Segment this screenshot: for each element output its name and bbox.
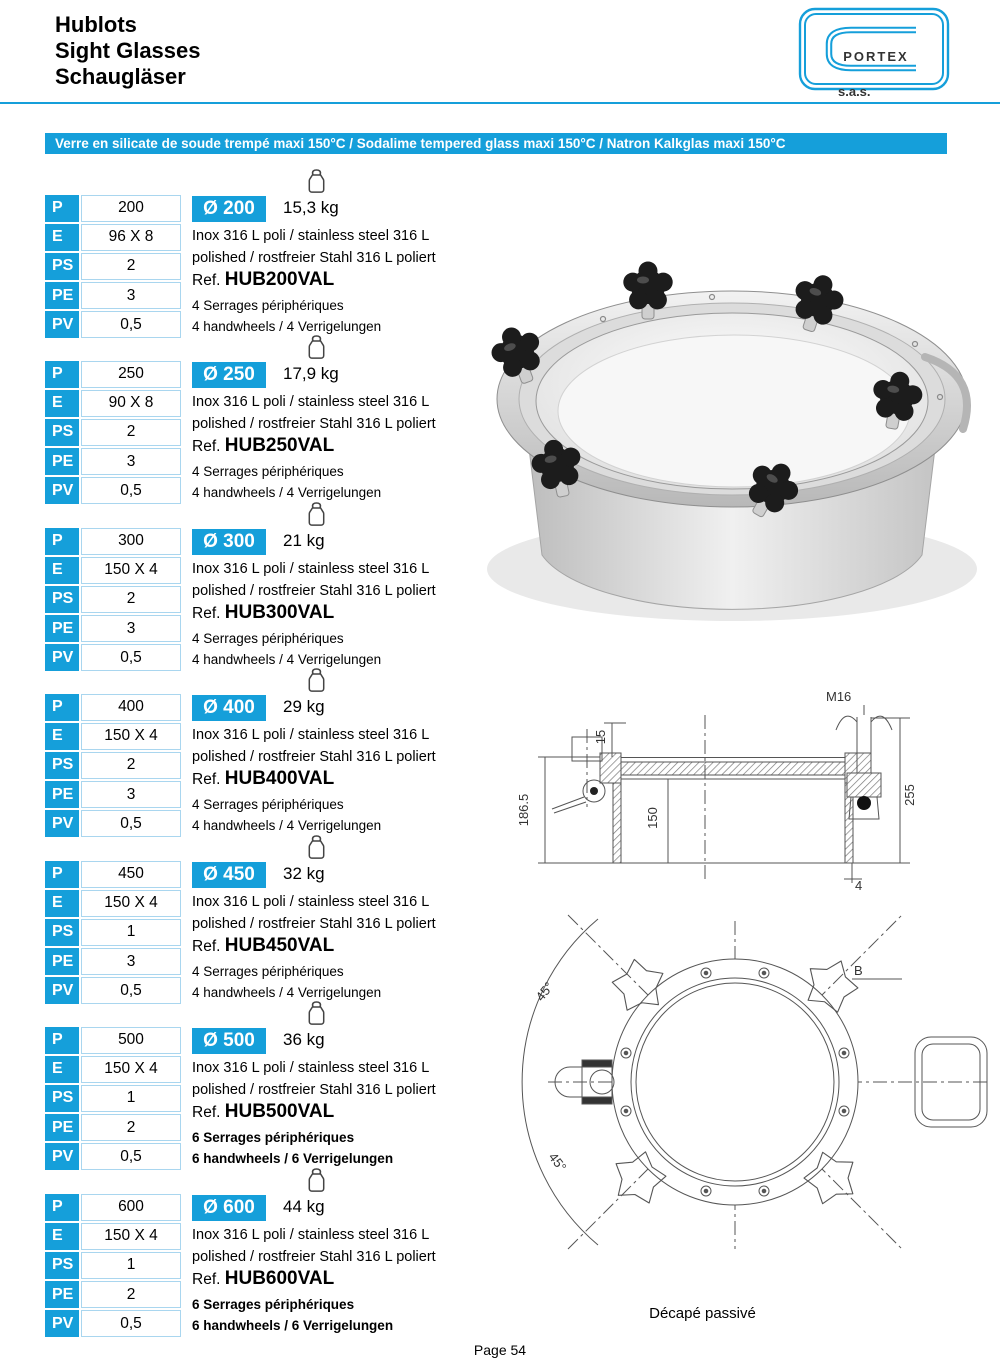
param-label: E — [45, 1056, 79, 1083]
ref-label: Ref. — [192, 1104, 221, 1121]
param-label: P — [45, 861, 79, 888]
reference-line — [192, 602, 334, 624]
param-label: E — [45, 557, 79, 584]
serrage-line-fr: 4 Serrages périphériques — [192, 464, 344, 479]
product-block-500 — [45, 1027, 479, 1193]
param-value: 1 — [81, 919, 181, 946]
param-value: 0,5 — [81, 977, 181, 1004]
param-value: 150 X 4 — [81, 1056, 181, 1083]
table-row — [45, 861, 181, 888]
serrage-line-fr: 6 Serrages périphériques — [192, 1297, 355, 1312]
table-row — [45, 810, 181, 837]
spec-table — [45, 1027, 181, 1170]
table-row — [45, 282, 181, 309]
param-value: 200 — [81, 195, 181, 222]
material-line-2: polished / rostfreier Stahl 316 L poliert — [192, 916, 436, 932]
param-value: 150 X 4 — [81, 890, 181, 917]
table-row — [45, 311, 181, 338]
param-value: 3 — [81, 948, 181, 975]
spec-table — [45, 1194, 181, 1337]
section-drawing — [500, 685, 990, 900]
param-value: 2 — [81, 586, 181, 613]
table-row — [45, 752, 181, 779]
param-label: E — [45, 224, 79, 251]
spec-table — [45, 195, 181, 338]
param-label: E — [45, 890, 79, 917]
table-row — [45, 586, 181, 613]
product-block-250 — [45, 361, 479, 527]
title-de: Schaugläser — [55, 64, 186, 89]
page-number: Page 54 — [473, 1342, 527, 1358]
param-label: P — [45, 195, 79, 222]
product-photo — [470, 237, 990, 647]
table-row — [45, 224, 181, 251]
table-row — [45, 1143, 181, 1170]
angle-lower: 45° — [545, 1149, 570, 1175]
param-label: PS — [45, 586, 79, 613]
table-row — [45, 419, 181, 446]
ref-code: HUB200VAL — [224, 269, 335, 290]
product-block-400 — [45, 694, 479, 860]
param-value: 1 — [81, 1252, 181, 1279]
table-row — [45, 1310, 181, 1337]
param-label: PS — [45, 752, 79, 779]
diameter-badge: Ø 300 — [192, 529, 266, 555]
product-block-450 — [45, 861, 479, 1027]
param-value: 0,5 — [81, 810, 181, 837]
table-row — [45, 477, 181, 504]
param-value: 150 X 4 — [81, 557, 181, 584]
product-block-300 — [45, 528, 479, 694]
dim-m16: M16 — [826, 689, 852, 704]
param-value: 3 — [81, 282, 181, 309]
table-row — [45, 448, 181, 475]
param-label: PV — [45, 644, 79, 671]
weight-icon — [305, 335, 328, 360]
ref-code: HUB400VAL — [224, 768, 335, 789]
weight-value: 36 kg — [283, 1030, 325, 1049]
param-value: 96 X 8 — [81, 224, 181, 251]
reference-line — [192, 435, 334, 457]
table-row — [45, 948, 181, 975]
param-value: 2 — [81, 419, 181, 446]
table-row — [45, 977, 181, 1004]
diameter-badge: Ø 400 — [192, 695, 266, 721]
page-title — [55, 12, 201, 90]
reference-line — [192, 269, 334, 291]
param-label: PS — [45, 253, 79, 280]
table-row — [45, 890, 181, 917]
ref-label: Ref. — [192, 938, 221, 955]
param-value: 150 X 4 — [81, 723, 181, 750]
ref-label: Ref. — [192, 1271, 221, 1288]
material-line-1: Inox 316 L poli / stainless steel 316 L — [192, 1060, 430, 1076]
param-label: P — [45, 528, 79, 555]
weight-value: 44 kg — [283, 1197, 325, 1216]
table-row — [45, 1252, 181, 1279]
param-label: PS — [45, 1085, 79, 1112]
param-label: PS — [45, 919, 79, 946]
param-label: PE — [45, 948, 79, 975]
param-value: 1 — [81, 1085, 181, 1112]
material-line-2: polished / rostfreier Stahl 316 L poliert — [192, 583, 436, 599]
ref-code: HUB500VAL — [224, 1101, 335, 1122]
dim-15: 15 — [593, 729, 608, 745]
weight-icon — [305, 169, 328, 194]
serrage-line-fr: 4 Serrages périphériques — [192, 964, 344, 979]
material-line-1: Inox 316 L poli / stainless steel 316 L — [192, 894, 430, 910]
table-row — [45, 361, 181, 388]
param-label: PE — [45, 448, 79, 475]
table-row — [45, 694, 181, 721]
reference-line — [192, 1268, 334, 1290]
table-row — [45, 1281, 181, 1308]
serrage-line-fr: 6 Serrages périphériques — [192, 1130, 355, 1145]
param-label: PS — [45, 1252, 79, 1279]
param-label: PE — [45, 1281, 79, 1308]
title-fr: Hublots — [55, 12, 137, 37]
reference-line — [192, 768, 334, 790]
material-line-2: polished / rostfreier Stahl 316 L poliert — [192, 1082, 436, 1098]
weight-value: 29 kg — [283, 697, 325, 716]
param-label: P — [45, 1027, 79, 1054]
param-value: 0,5 — [81, 644, 181, 671]
ref-label: Ref. — [192, 605, 221, 622]
material-line-1: Inox 316 L poli / stainless steel 316 L — [192, 727, 430, 743]
table-row — [45, 1085, 181, 1112]
param-value: 0,5 — [81, 311, 181, 338]
param-value: 3 — [81, 615, 181, 642]
table-row — [45, 1027, 181, 1054]
serrage-line-en-de: 6 handwheels / 6 Verrigelungen — [192, 1151, 394, 1166]
material-line-2: polished / rostfreier Stahl 316 L poliert — [192, 250, 436, 266]
param-label: E — [45, 723, 79, 750]
param-label: P — [45, 694, 79, 721]
serrage-line-en-de: 4 handwheels / 4 Verrigelungen — [192, 319, 382, 334]
param-label: PV — [45, 311, 79, 338]
serrage-line-en-de: 4 handwheels / 4 Verrigelungen — [192, 985, 382, 1000]
weight-icon — [305, 668, 328, 693]
param-value: 90 X 8 — [81, 390, 181, 417]
param-value: 0,5 — [81, 1143, 181, 1170]
dim-255: 255 — [902, 784, 917, 806]
logo-sub: s.a.s. — [838, 84, 871, 99]
dim-150: 150 — [645, 807, 660, 829]
param-value: 2 — [81, 253, 181, 280]
header-divider — [0, 102, 1000, 104]
param-value: 3 — [81, 781, 181, 808]
material-line-2: polished / rostfreier Stahl 316 L poliert — [192, 416, 436, 432]
material-line-1: Inox 316 L poli / stainless steel 316 L — [192, 228, 430, 244]
param-label: PE — [45, 781, 79, 808]
param-label: E — [45, 1223, 79, 1250]
top-view-drawing — [490, 895, 995, 1305]
finish-caption: Décapé passivé — [649, 1305, 756, 1322]
ref-label: Ref. — [192, 771, 221, 788]
table-row — [45, 557, 181, 584]
param-value: 300 — [81, 528, 181, 555]
param-value: 2 — [81, 1114, 181, 1141]
diameter-badge: Ø 500 — [192, 1028, 266, 1054]
title-en: Sight Glasses — [55, 38, 201, 63]
spec-table — [45, 861, 181, 1004]
serrage-line-en-de: 4 handwheels / 4 Verrigelungen — [192, 652, 382, 667]
param-label: PV — [45, 1310, 79, 1337]
ref-code: HUB600VAL — [224, 1268, 335, 1289]
table-row — [45, 723, 181, 750]
param-value: 250 — [81, 361, 181, 388]
material-line-1: Inox 316 L poli / stainless steel 316 L — [192, 1227, 430, 1243]
diameter-badge: Ø 600 — [192, 1195, 266, 1221]
param-label: E — [45, 390, 79, 417]
param-value: 500 — [81, 1027, 181, 1054]
table-row — [45, 528, 181, 555]
ref-label: Ref. — [192, 272, 221, 289]
serrage-line-en-de: 6 handwheels / 6 Verrigelungen — [192, 1318, 394, 1333]
weight-value: 21 kg — [283, 531, 325, 550]
dim-186-5: 186.5 — [516, 793, 531, 827]
weight-icon — [305, 1001, 328, 1026]
diameter-badge: Ø 200 — [192, 196, 266, 222]
table-row — [45, 195, 181, 222]
table-row — [45, 1194, 181, 1221]
serrage-line-en-de: 4 handwheels / 4 Verrigelungen — [192, 485, 382, 500]
param-value: 0,5 — [81, 477, 181, 504]
diameter-badge: Ø 250 — [192, 362, 266, 388]
weight-value: 32 kg — [283, 864, 325, 883]
table-row — [45, 1056, 181, 1083]
material-line-2: polished / rostfreier Stahl 316 L poliert — [192, 749, 436, 765]
param-label: PE — [45, 615, 79, 642]
reference-line — [192, 1101, 334, 1123]
param-label: PS — [45, 419, 79, 446]
ref-code: HUB300VAL — [224, 602, 335, 623]
serrage-line-fr: 4 Serrages périphériques — [192, 631, 344, 646]
param-value: 0,5 — [81, 1310, 181, 1337]
weight-icon — [305, 1168, 328, 1193]
logo-wordmark: PORTEX — [843, 49, 909, 64]
table-row — [45, 253, 181, 280]
param-label: P — [45, 1194, 79, 1221]
spec-table — [45, 694, 181, 837]
ref-code: HUB250VAL — [224, 435, 335, 456]
dim-4: 4 — [855, 878, 863, 893]
param-value: 2 — [81, 1281, 181, 1308]
spec-table — [45, 528, 181, 671]
param-label: PV — [45, 477, 79, 504]
table-row — [45, 615, 181, 642]
material-line-1: Inox 316 L poli / stainless steel 316 L — [192, 561, 430, 577]
param-label: PE — [45, 1114, 79, 1141]
param-value: 150 X 4 — [81, 1223, 181, 1250]
product-block-600 — [45, 1194, 479, 1360]
ref-label: Ref. — [192, 438, 221, 455]
ref-code: HUB450VAL — [224, 935, 335, 956]
param-value: 600 — [81, 1194, 181, 1221]
portex-logo — [796, 5, 956, 101]
param-value: 450 — [81, 861, 181, 888]
serrage-line-fr: 4 Serrages périphériques — [192, 797, 344, 812]
table-row — [45, 1114, 181, 1141]
table-row — [45, 644, 181, 671]
detail-label-b: B — [854, 963, 863, 978]
material-line-1: Inox 316 L poli / stainless steel 316 L — [192, 394, 430, 410]
angle-upper: 45° — [532, 979, 557, 1004]
weight-icon — [305, 502, 328, 527]
table-row — [45, 781, 181, 808]
weight-value: 17,9 kg — [283, 364, 339, 383]
reference-line — [192, 935, 334, 957]
weight-value: 15,3 kg — [283, 198, 339, 217]
material-line-2: polished / rostfreier Stahl 316 L poliert — [192, 1249, 436, 1265]
param-label: PE — [45, 282, 79, 309]
serrage-line-fr: 4 Serrages périphériques — [192, 298, 344, 313]
param-value: 400 — [81, 694, 181, 721]
weight-icon — [305, 835, 328, 860]
product-block-200 — [45, 195, 479, 361]
table-row — [45, 1223, 181, 1250]
serrage-line-en-de: 4 handwheels / 4 Verrigelungen — [192, 818, 382, 833]
portex-logo-icon — [796, 5, 956, 101]
spec-table — [45, 361, 181, 504]
param-label: PV — [45, 810, 79, 837]
param-value: 2 — [81, 752, 181, 779]
param-value: 3 — [81, 448, 181, 475]
diameter-badge: Ø 450 — [192, 862, 266, 888]
param-label: P — [45, 361, 79, 388]
glass-spec-banner: Verre en silicate de soude trempé maxi 150°C / Sodalime tempered glass maxi 150°C / Natron Kalkglas maxi 150°C — [45, 133, 947, 154]
param-label: PV — [45, 977, 79, 1004]
param-label: PV — [45, 1143, 79, 1170]
table-row — [45, 390, 181, 417]
table-row — [45, 919, 181, 946]
